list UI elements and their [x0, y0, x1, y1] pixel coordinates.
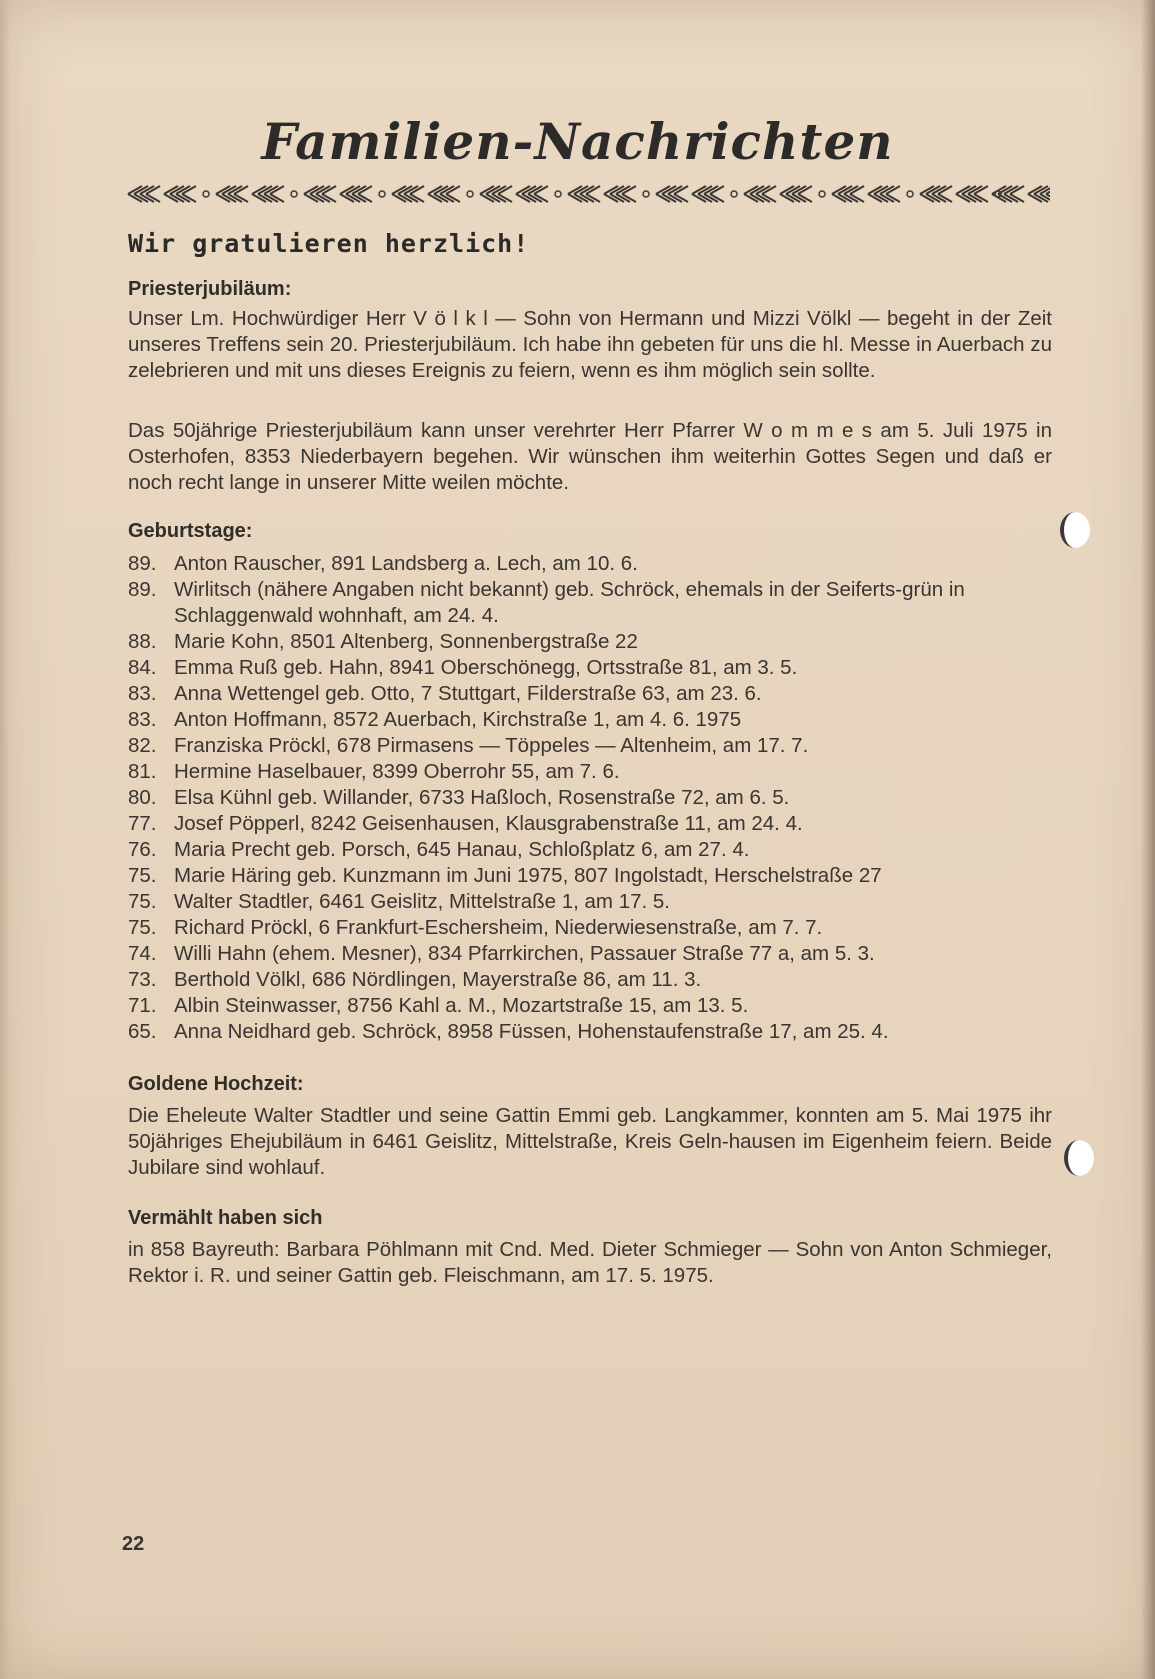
punch-hole-top — [1060, 512, 1090, 548]
married-paragraph: in 858 Bayreuth: Barbara Pöhlmann mit Cnd. Med. Dieter Schmieger — Sohn von Anton Schmieger, Rektor i. R. und seiner Gattin geb. Fleischmann, am 17. 5. 1975. — [128, 1238, 1052, 1287]
page-title: Familien-Nachrichten — [261, 112, 894, 171]
birthdays-list — [128, 551, 1068, 1045]
punch-hole-bottom — [1064, 1140, 1094, 1176]
list-item: 83. Anton Hoffmann, 8572 Auerbach, Kirchstraße 1, am 4. 6. 1975 — [128, 708, 742, 731]
list-item: 84. Emma Ruß geb. Hahn, 8941 Oberschönegg, Ortsstraße 81, am 3. 5. — [128, 656, 798, 679]
list-item: 88. Marie Kohn, 8501 Altenberg, Sonnenbergstraße 22 — [128, 630, 638, 653]
list-item: 65. Anna Neidhard geb. Schröck, 8958 Füssen, Hohenstaufenstraße 17, am 25. 4. — [128, 1020, 889, 1043]
list-item: 74. Willi Hahn (ehem. Mesner), 834 Pfarrkirchen, Passauer Straße 77 a, am 5. 3. — [128, 942, 875, 965]
page-number: 22 — [122, 1533, 145, 1555]
birthdays-heading: Geburtstage: — [128, 520, 253, 542]
priest-jubilee-paragraph-2: Das 50jährige Priesterjubiläum kann unser verehrter Herr Pfarrer W o m m e s am 5. Juli 1975 in Osterhofen, 8353 Niederbayern begehen. Wir wünschen ihm weiterhin Gottes Segen und daß er noch recht lange in unserer Mitte weilen möchte. — [128, 419, 1052, 494]
golden-wedding-paragraph: Die Eheleute Walter Stadtler und seine Gattin Emmi geb. Langkammer, konnten am 5. Mai 1975 ihr 50jähriges Ehejubiläum in 6461 Geislitz, Mittelstraße, Kreis Geln-hausen im Eigenheim feiern. Beide Jubilare sind wohlauf. — [128, 1104, 1052, 1179]
list-item: 89. Anton Rauscher, 891 Landsberg a. Lech, am 10. 6. — [128, 552, 638, 575]
list-item: 75. Marie Häring geb. Kunzmann im Juni 1975, 807 Ingolstadt, Herschelstraße 27 — [128, 864, 882, 887]
list-item: 73. Berthold Völkl, 686 Nördlingen, Mayerstraße 86, am 11. 3. — [128, 968, 702, 991]
page-edge-left — [0, 0, 10, 1679]
list-item: 75. Walter Stadtler, 6461 Geislitz, Mittelstraße 1, am 17. 5. — [128, 890, 670, 913]
list-item: 89. Wirlitsch (nähere Angaben nicht bekannt) geb. Schröck, ehemals in der Seiferts-grün in Schlaggenwald wohnhaft, am 24. 4. — [128, 578, 965, 627]
list-item: 81. Hermine Haselbauer, 8399 Oberrohr 55, am 7. 6. — [128, 760, 620, 783]
congratulations-heading: Wir gratulieren herzlich! — [128, 229, 530, 258]
list-item: 71. Albin Steinwasser, 8756 Kahl a. M., Mozartstraße 15, am 13. 5. — [128, 994, 749, 1017]
married-heading: Vermählt haben sich — [128, 1207, 323, 1229]
list-item: 83. Anna Wettengel geb. Otto, 7 Stuttgart, Filderstraße 63, am 23. 6. — [128, 682, 762, 705]
list-item: 77. Josef Pöpperl, 8242 Geisenhausen, Klausgrabenstraße 11, am 24. 4. — [128, 812, 803, 835]
page-edge-right — [1141, 0, 1155, 1679]
list-item: 76. Maria Precht geb. Porsch, 645 Hanau, Schloßplatz 6, am 27. 4. — [128, 838, 750, 861]
decorative-ornament-border — [126, 182, 1050, 206]
golden-wedding-heading: Goldene Hochzeit: — [128, 1073, 304, 1095]
priest-jubilee-heading: Priesterjubiläum: — [128, 278, 292, 300]
list-item: 82. Franziska Pröckl, 678 Pirmasens — Töppeles — Altenheim, am 17. 7. — [128, 734, 809, 757]
list-item: 75. Richard Pröckl, 6 Frankfurt-Eschersheim, Niederwiesenstraße, am 7. 7. — [128, 916, 823, 939]
list-item: 80. Elsa Kühnl geb. Willander, 6733 Haßloch, Rosenstraße 72, am 6. 5. — [128, 786, 790, 809]
priest-jubilee-paragraph-1: Unser Lm. Hochwürdiger Herr V ö l k l — Sohn von Hermann und Mizzi Völkl — begeht in der Zeit unseres Treffens sein 20. Priesterjubiläum. Ich habe ihn gebeten für uns die hl. Messe in Auerbach zu zelebrieren und mit uns dieses Ereignis zu feiern, wenn es ihm möglich sein sollte. — [128, 307, 1052, 382]
